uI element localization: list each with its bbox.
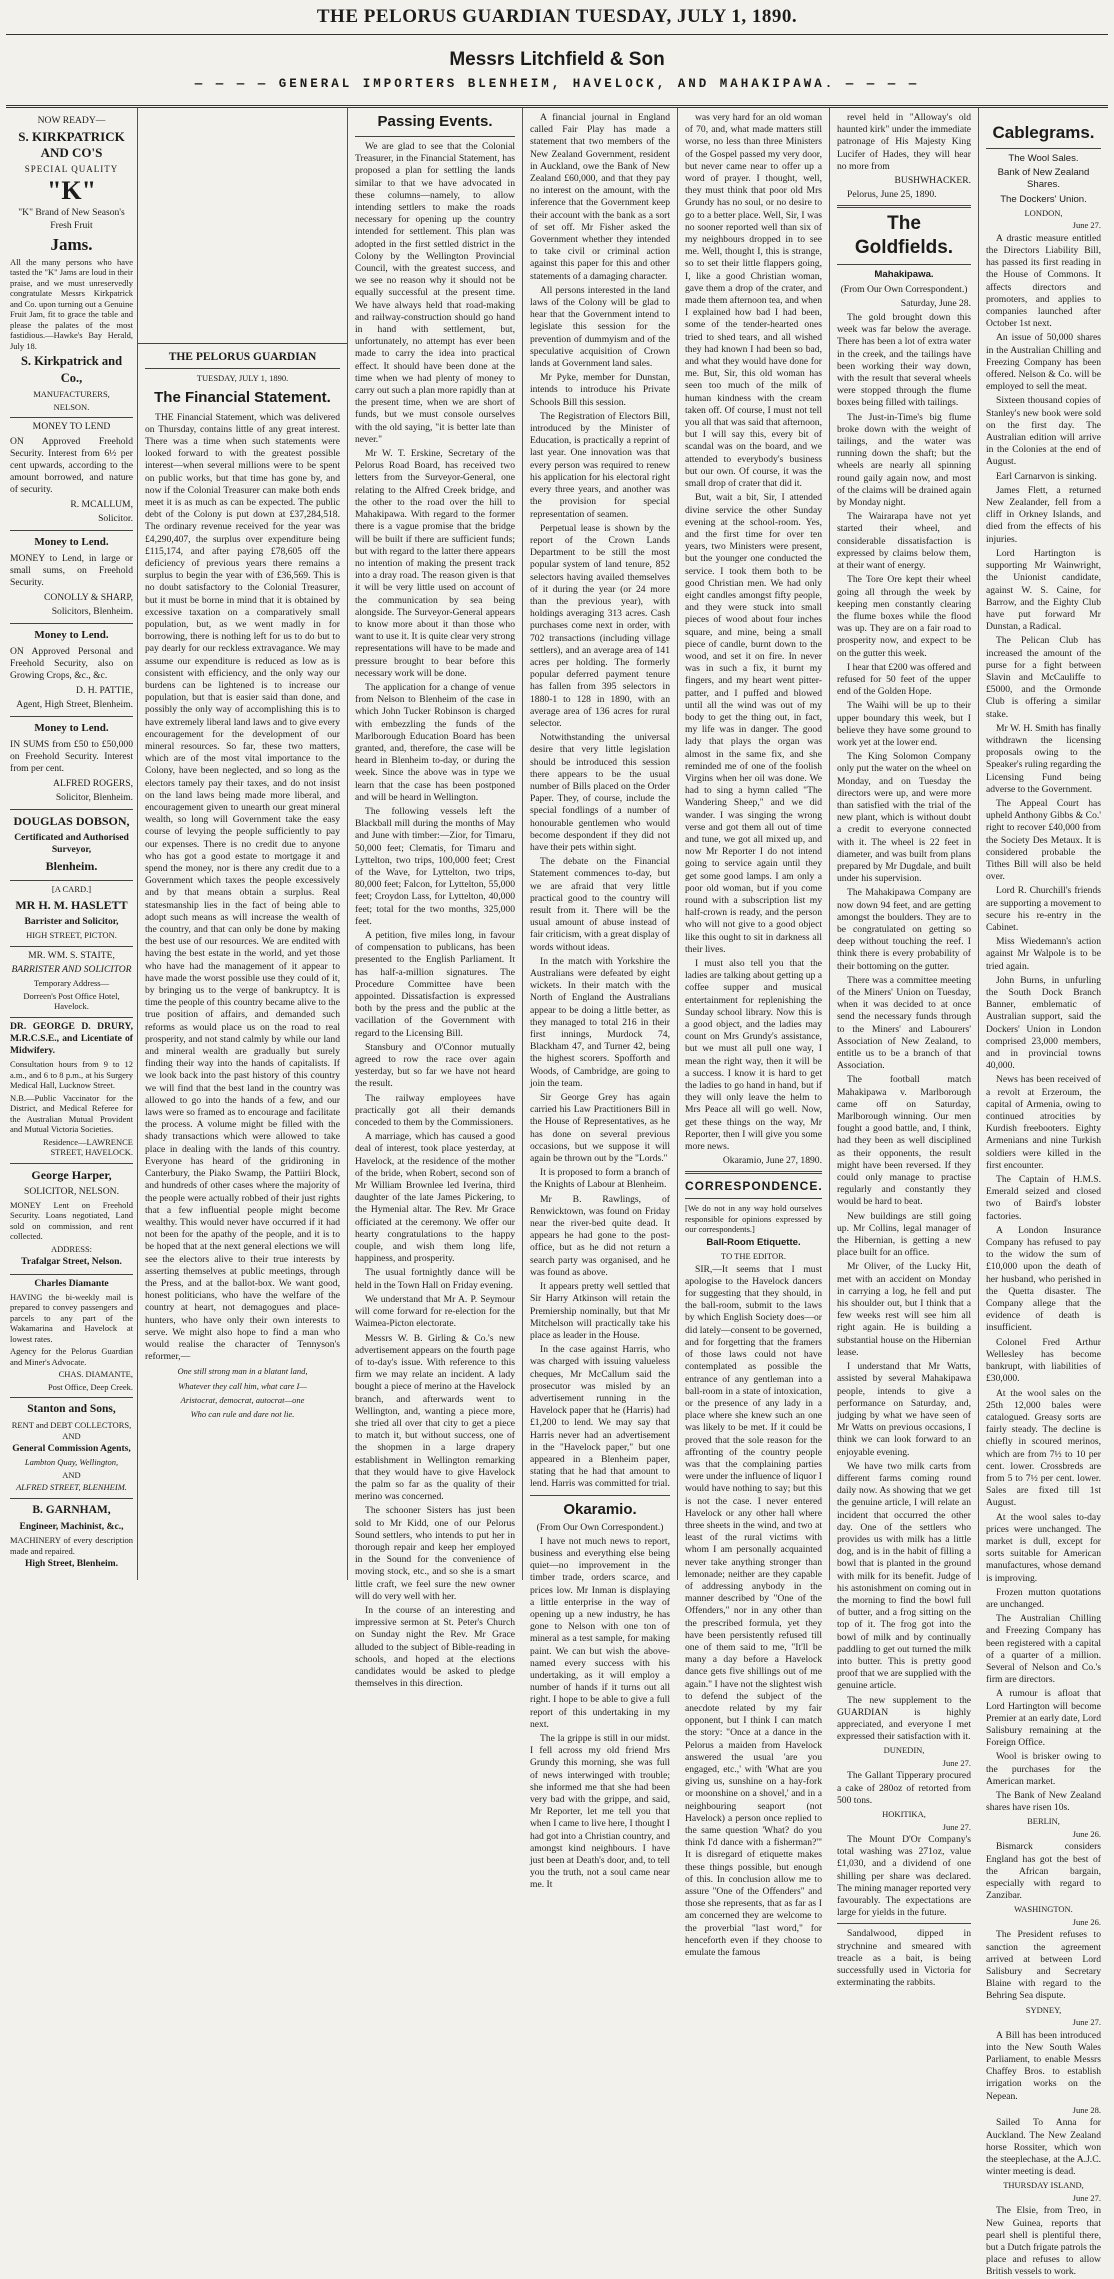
disclaimer: [We do not in any way hold ourselves responsible for opinions expressed by our correspondents.] <box>685 1203 822 1235</box>
news-p11: Mr B. Rawlings, of Renwicktown, was found on Friday near the river-bed quite dead. It appears he had gone to the post-office, but as he did not return a search party was organised, and he was found as above. <box>530 1193 670 1278</box>
gf-p4: The Wairarapa have not yet started their wheel, and considerable dissatisfaction is expressed by claims below them, at their want of energy. <box>837 511 971 572</box>
washington-dateline: WASHINGTON. <box>1014 1904 1073 1915</box>
column-editorial <box>138 108 348 1580</box>
mtl2-sig2: Solicitors, Blenheim. <box>51 605 133 617</box>
cab-p15: A London Insurance Company has refused to pay to the widow the sum of £10,000 upon the death of her husband, who perished in the Quetta disaster. The Company allege that the evidence of death is insufficient. <box>986 1224 1101 1334</box>
mtl1-sig: R. MCALLUM, <box>70 498 133 510</box>
harper-text: MONEY Lent on Freehold Security. Loans negotiated, Land sold on commission, and rent collected. <box>10 1199 133 1242</box>
goldfields-heading: The Goldfields. <box>854 213 954 259</box>
mtl3-text: ON Approved Personal and Freehold Security, also on Growing Crops, &c., &c. <box>10 645 133 682</box>
mtl1-text: ON Approved Freehold Security. Interest from 6½ per cent upwards, according to the amount borrowed, and nature of security. <box>10 435 133 496</box>
cab-p10: Lord R. Churchill's friends are supporting a movement to secure his re-entry in the Cabinet. <box>986 885 1101 933</box>
drury-name: DR. GEORGE D. DRURY, M.R.C.S.E., and Licentiate of Midwifery. <box>10 1020 133 1056</box>
sydney-date-2: June 28. <box>1072 2104 1101 2115</box>
cab-p11: Miss Wiedemann's action against Mr Walpole is to be tried again. <box>986 936 1101 972</box>
mtl3-ad <box>10 624 133 717</box>
cab-p1: A drastic measure entitled the Directors Liability Bill, has passed its first reading in the House of Commons. It affects directors and promoters, and applies to companies launched after October 1st next. <box>986 232 1101 330</box>
grundy-p3: I must also tell you that the ladies are talking about getting up a coffee supper and musical entertainment for replenishing the Sunday school library. Now this is a good object, and the ladies may count on Mrs Grundy's assistance, but we must all pull one way, I mean the right way, then it will be a success. I know it is hard to get the ladies to go hand in hand, but if they will only leave the helm to Mrs Peace all will go well. Now, get these things on the way, Mr Reporter, then I will give you some more news. <box>685 958 822 1153</box>
pe-p12: The schooner Sisters has just been sold to Mr Kidd, one of our Pelorus Sound settlers, who intends to put her in thorough repair and keep her employed in the Sound for the convenience of moving stock, etc., and so she is a smart little craft, we feel sure the new owner will do very well with her. <box>355 1505 515 1602</box>
gf-p18: The Mount D'Or Company's total washing was 271oz, value £1,030, and a dividend of one shilling per share was declared. The mining manager reported very favourably. The expectations are large for yields in the future. <box>837 1834 971 1919</box>
pe-p8: A marriage, which has caused a good deal of interest, took place yesterday, at Havelock, at the residence of the mother of the bride, when Robert, second son of Mr William Brownlee led Iverina, third daughter of the late James Pickering, to the Hymenial altar. The Rev. Mr Grace officiated at the ceremony. We offer our hearty congratulations to the happy couple, and wish them long life, happiness, and prosperity. <box>355 1131 515 1265</box>
haslett-name: MR H. M. HASLETT <box>15 897 128 912</box>
mtl4-sig: ALFRED ROGERS, <box>53 777 133 789</box>
garnham-name: B. GARNHAM, <box>32 1503 111 1516</box>
cab-p5: James Flett, a returned New Zealander, fell from a cliff in Orkney Islands, and died from the effects of his injuries. <box>986 484 1101 545</box>
goldfields-date: Saturday, June 28. <box>900 297 971 309</box>
mtl2-ad <box>10 531 133 624</box>
masthead: THE PELORUS GUARDIAN TUESDAY, JULY 1, 1890. <box>316 6 798 27</box>
haslett-title: Barrister and Solicitor, <box>24 915 119 927</box>
mtl3-sig: D. H. PATTIE, <box>76 684 133 696</box>
now-ready: NOW READY— <box>37 115 106 126</box>
poem-line-2: Whatever they call him, what care I— <box>178 1380 307 1391</box>
passing-events-heading: Passing Events. <box>377 113 493 130</box>
mtl4-sig2: Solicitor, Blenheim. <box>55 791 133 803</box>
grundy-p2: But, wait a bit, Sir, I attended divine service the other Sunday evening at the school-room. Yes, and the first time for over ten years, two Ministers were present, but the younger one conducted the service. I took them both to be good Christian men. We had only eight candles amongst fifty people, and they were stuck into small pieces of wood about four inches square, and mine, being a small piece of candle, burnt down to the wood, and set it on fire. In never was in such a fix, it burnt my fingers, and my heart went pitter-patter, and I puffed and blowed until all the wind was out of my body to get the thing out, in fact, my life was in danger. The good lady that plays the organ was almost in the same fix, and she reminded me of one of the foolish Virgins when her oil was done. We had to sing a hymn called "The Wandering Sheep," and we did wander. I was singing the wrong verse and got them all out of time and tune, we got all mixed up, and now Mr Reporter I do not intend going to service again until they get some good lamps. I am only a poor old woman, but if you come round with a subscription list my half-crown is ready, and the person who will not give to a good object like this ought to sit in darkness all their lives. <box>685 492 822 955</box>
staite-name: MR. WM. S. STAITE, <box>28 949 115 961</box>
kirk-nelson: NELSON. <box>53 401 90 412</box>
mahakipawa-heading: Mahakipawa. <box>874 269 934 281</box>
paper-name: THE PELORUS GUARDIAN <box>168 351 317 363</box>
news-p8: In the match with Yorkshire the Australians were defeated by eight wickets. In their match with the North of England the Australians appear to be doing a little better, as they managed to total 216 in their first innings, Murdock 74, Blackham 47, and Turner 42, being the highest scorers. Spofforth and Woods, of Cambridge, are going to join the team. <box>530 955 670 1089</box>
cab-p2: An issue of 50,000 shares in the Australian Chilling and Freezing Company has been offered. Nelson & Co. will be employed to sell the meat. <box>986 332 1101 393</box>
news-p2: All persons interested in the land laws of the Colony will be glad to hear that the Government intend to legislate this session for the prevention of dummyism and of the speculative acquisition of Crown lands at Government land sales. <box>530 284 670 370</box>
harper-address-label: ADDRESS: <box>50 1243 93 1254</box>
mtl4-text: IN SUMS from £50 to £50,000 on Freehold Security. Interest from per cent. <box>10 738 133 775</box>
pe-p3: The application for a change of venue from Nelson to Blenheim of the case in which John Tucker Robinson is charged with embezzling the funds of the Marlborough Education Board has been granted, and, therefore, the case will be heard in Blenheim to-day, or during the week. Since the above was in type we learn that the case has been postponed and will be heard in Wellington. <box>355 681 515 803</box>
column-advertisements <box>6 108 138 1580</box>
gf-p16: The new supplement to the GUARDIAN is highly appreciated, and everyone I met expressed their satisfaction with it. <box>837 1694 971 1743</box>
harper-ad <box>10 1164 133 1275</box>
gf-p19: Sandalwood, dipped in strychnine and smeared with treacle as a bait, is being successfully used in Victoria for exterminating the rabbits. <box>837 1928 971 1989</box>
staite-temp: Temporary Address— <box>33 978 110 988</box>
dobson-title: Certificated and Authorised Surveyor, <box>14 831 129 856</box>
stanton-ad <box>10 1398 133 1499</box>
grundy-p1: was very hard for an old woman of 70, and, what made matters still worse, no less than three Ministers of the Gospel passed my very door, but never came near to offer up a word of prayer. I thought, well, they must think that poor old Mrs Grundy has no soul, or no desire to go to a better place. Well, Sir, I was no sooner reported well than six of my neighbours dropped in to see me. Well, thought I, this is strange, so to set their little flappers going, I, like a good Christian woman, gave them a drop of the crater, and made them afternoon tea, and when I explained how bad I had been, some of the tender-hearted ones tried to shed tears, and all wished they had known I had been so bad, and what they would have done for me. But, Sir, this old woman has seen too much of the milk of human kindness with the cream taken off. Of course, I must not tell you all that was said that afternoon, but I will say this, every bit of scandal was on the board, and we attended to everybody's business but our own. Of course, it was the small drop of crater that did it. <box>685 112 822 490</box>
cab-p13: News has been received of a revolt at Erzeroum, the capital of Armenia, owing to continued atrocities by Kurdish freebooters. Eighty Armenians and nine Turkish soldiers were killed in the first encounter. <box>986 1074 1101 1171</box>
news-p5: Perpetual lease is shown by the report of the Crown Lands Department to be still the most popular system of land tenure, 852 selectors having availed themselves of it during the year (or 24 more than the previous year), with holdings averaging 313 acres. Cash purchases come next in order, with 702 transactions (including village settlers), and an average area of 141 acres per holding. The formerly popular deferred payment tenure has fallen from 395 selectors in 1880-1 to 128 in 1890, with an average area of 136 acres for rural selector. <box>530 522 670 729</box>
letter-end: revel held in "Alloway's old haunted kirk" under the immediate patronage of His Majesty King Lucifer of Hades, they will hear no more from <box>837 112 971 172</box>
diamante-sig: CHAS. DIAMANTE, <box>58 1369 133 1380</box>
diamante-sig2: Post Office, Deep Creek. <box>47 1381 133 1392</box>
pe-p10: We understand that Mr A. P. Seymour will come forward for re-election for the Waimea-Picton electorate. <box>355 1293 515 1330</box>
pe-p5: A petition, five miles long, in favour of compensation to publicans, has been presented to the English Parliament. It has half-a-million signatures. The Procedure Committee have been appointed. Dissatisfaction is expressed both by the press and the public at the vacillation of the Government with regard to the Licensing Bill. <box>355 930 515 1039</box>
cab-p20: The Australian Chilling and Freezing Company has been registered with a capital of a quarter of a million. Several of Nelson and Co.'s firm are directors. <box>986 1613 1101 1686</box>
pe-p6: Stansbury and O'Connor mutually agreed to row the race over again yesterday, but so far we have not heard the result. <box>355 1041 515 1090</box>
harper-street: Trafalgar Street, Nelson. <box>21 1256 122 1268</box>
jams-heading: Jams. <box>50 234 93 254</box>
pe-p9: The usual fortnightly dance will be held in the Town Hall on Friday evening. <box>355 1267 515 1291</box>
editorial-top-space <box>138 112 347 344</box>
gf-p14: I understand that Mr Watts, assisted by several Mahakipawa people, intends to give a performance on Saturday, and, judging by what we have seen of Mr Watts on previous occasions, I think we can look forward to an enjoyable evening. <box>837 1361 971 1458</box>
garnham-title: Engineer, Machinist, &c., <box>19 1520 124 1532</box>
harper-title: SOLICITOR, NELSON. <box>24 1185 119 1197</box>
gf-p3: The Just-in-Time's big flume broke down with the weight of tailings, and the water was running down the shaft; but the wheels are nearly all spinning round gaily again now, and most of the claims will be drained again by Monday night. <box>837 411 971 509</box>
news-p10: It is proposed to form a branch of the Knights of Labour at Blenheim. <box>530 1167 670 1191</box>
cab-p6: Lord Hartington is supporting Mr Wainwright, the Unionist candidate, against W. S. Caine, for Barrow, and the Eighty Club have put forward Mr Dunstan, a Radical. <box>986 547 1101 633</box>
jams-text: All the many persons who have tasted the "K" Jams are loud in their praise, and we must unreservedly congratulate Messrs Kirkpatrick and Co. upon turning out a Genuine Fruit Jam, fit to grace the table and please the palates of the most fastidious.—Hawke's Bay Herald, July 18. <box>10 256 133 351</box>
cab-p26: A Bill has been introduced into the New South Wales Parliament, to enable Messrs Chaffey Bros. to establish irrigation works on the Nepean. <box>986 2029 1101 2102</box>
to-the-editor: TO THE EDITOR. <box>721 1251 786 1262</box>
sub-dockers: The Dockers' Union. <box>1000 193 1087 205</box>
mtl2-sig: CONOLLY & SHARP, <box>43 591 133 603</box>
sydney-date: June 27. <box>1072 2017 1101 2028</box>
drury-hours: Consultation hours from 9 to 12 a.m., and 6 to 8 p.m., at his Surgery Medical Hall, Lucknow Street. <box>10 1059 133 1091</box>
okaramio-p1: I have not much news to report, business and everything else being quiet—no improvement in the timber trade, orders scarce, and prices low. Mr Inman is displaying a little enterprise in the way of opening up a new industry, he has gone to Nelson with one ton of mineral as a test sample, for making paint. We can but wish the above-named every success with his undertaking, as it will employ a number of hands if it turns out all right. I hope to be able to give a full report of this undertaking in my next. <box>530 1535 670 1730</box>
haslett-address: HIGH STREET, PICTON. <box>26 930 117 941</box>
cab-p14: The Captain of H.M.S. Emerald seized and closed two of Baird's lobster factories. <box>986 1174 1101 1222</box>
mtl3-sig2: Agent, High Street, Blenheim. <box>16 698 133 710</box>
sub-wool-sales: The Wool Sales. <box>1008 153 1079 164</box>
brand-line: "K" Brand of New Season's Fresh Fruit <box>18 207 125 231</box>
cab-p17: At the wool sales on the 25th 12,000 bales were catalogued. Greasy sorts are fairly steady. The decline is chiefly in scoured merinos, which are from 7½ to 10 per cent. lower. Crossbreds are from 5 to 7½ per cent. lower. Sales are fixed till 1st August. <box>986 1387 1101 1509</box>
gf-p2: The gold brought down this week was far below the average. There has been a lot of extra water in the creek, and the tailings have been working their way down, with the result that several wheels were stopped through the flume boxes being filled with tailings. <box>837 312 971 409</box>
cab-p16: Colonel Fred Arthur Wellesley has become bankrupt, with liabilities of £30,000. <box>986 1336 1101 1385</box>
banner-sub: — — — — GENERAL IMPORTERS BLENHEIM, HAVELOCK, AND MAHAKIPAWA. — — — — <box>194 77 920 91</box>
gf-p6: I hear that £200 was offered and refused for 50 feet of the upper end of the Golden Hope. <box>837 661 971 698</box>
staite-ad <box>10 947 133 1018</box>
gf-p12: New buildings are still going up. Mr Collins, legal manager of the Hibernian, is getting a new place built for an office. <box>837 1210 971 1259</box>
gf-p13: Mr Oliver, of the Lucky Hit, met with an accident on Monday in carrying a log, he fell and put his shoulder out, but I think that a few weeks rest will see him all right again. He is building a substantial house on the Hibernian lease. <box>837 1261 971 1358</box>
drury-nb: N.B.—Public Vaccinator for the District, and Medical Referee for the Australian Mutual Provident and Mutual Victoria Societies. <box>10 1092 133 1135</box>
column-passing-events <box>348 108 523 1690</box>
cab-p7: The Pelican Club has increased the amount of the purse for a fight between Slavin and McCauliffe to £5000, and the Ormonde Club is offering a similar stake. <box>986 635 1101 720</box>
mtl1-sig2: Solicitor. <box>98 512 133 524</box>
financial-heading: The Financial Statement. <box>154 388 331 406</box>
news-p7: The debate on the Financial Statement commences to-day, but we are afraid that very little practical good to the country will result from it. There will be the usual amount of abuse instead of fair criticism, with a great display of words without ideas. <box>530 856 670 953</box>
gf-p10: There was a committee meeting of the Miners' Union on Tuesday, when it was decided to at once send the necessary funds through to the Miners' and Labourers' Association of New Zealand, to entitle us to be a branch of that Association. <box>837 974 971 1072</box>
thursday-date: June 27. <box>1072 2192 1101 2203</box>
mtl1-head: MONEY TO LEND <box>32 421 111 433</box>
poem-line-1: One still strong man in a blatant land, <box>177 1366 308 1377</box>
cab-p22: Wool is brisker owing to the purchases for the American market. <box>986 1751 1101 1787</box>
card-label: [A CARD.] <box>51 884 92 895</box>
mtl1-ad <box>10 418 133 531</box>
london-dateline: LONDON, <box>1024 207 1063 218</box>
cab-p3: Sixteen thousand copies of Stanley's new book were sold on the first day. The Australian edition will arrive in the Colonies at the end of August. <box>986 395 1101 468</box>
k-brand-mark: "K" <box>46 176 97 206</box>
cab-p27: Sailed To Anna for Auckland. The New Zealand horse Rossiter, which won the steeplechase, at the A.J.C. winter meeting is dead. <box>986 2117 1101 2178</box>
hokitika-dateline: HOKITIKA, <box>882 1809 926 1819</box>
manufacturers: MANUFACTURERS, <box>33 389 110 400</box>
diamante-text: HAVING the bi-weekly mail is prepared to convey passengers and parcels to any part of the Wakamarina and Havelock at lowest rates. <box>10 1291 133 1344</box>
okaramio-dateline: Okaramio, June 27, 1890. <box>722 1155 822 1167</box>
diamante-name: Charles Diamante <box>34 1277 109 1289</box>
letter-signature: BUSHWHACKER. <box>894 175 971 187</box>
stanton-collectors: RENT and DEBT COLLECTORS, AND <box>11 1420 132 1441</box>
column-cablegrams <box>979 108 1108 2278</box>
stanton-and: AND <box>62 1469 81 1480</box>
poem-line-3: Aristocrat, democrat, autocrat—one <box>180 1394 305 1405</box>
pe-p4: The following vessels left the Blackball mill during the months of May and June with timber:—Zior, for Timaru, 50,000 feet; Clematis, for Timaru and Lyttelton, two trips, 100,000 feet; Crest of the Wave, for Lyttelton, two trips, 80,000 feet; Falcon, for Lyttelton, 55,000 feet; Croydon Lass, for Lyttelton, 40,000 feet; total for the two months, 325,000 feet. <box>355 805 515 927</box>
mtl4-head: Money to Lend. <box>34 721 109 734</box>
mtl3-head: Money to Lend. <box>34 628 109 641</box>
news-p13: In the case against Harris, who was charged with issuing valueless cheques, Mr McCallum said the prosecutor was misled by an advertisement running in the Havelock paper that he (Harris) had £1,200 to lend. We may say that Harris never had an advertisement in the "Havelock paper," but one appeared in a Blenheim paper, stating that he had that amount to lend. Harris was committed for trial. <box>530 1344 670 1490</box>
litchfield-banner <box>6 35 1108 105</box>
garnham-text: MACHINERY of every description made and repaired. <box>10 1535 133 1556</box>
pe-p11: Messrs W. B. Girling & Co.'s new advertisement appears on the fourth page of to-day's issue. With reference to this firm we may relate an incident. A lady bought a piece of merino at the Havelock branch, and afterwards went to Wellington, and, wanting a piece more, she tried all over that city to get a piece to match it, but without success, one of the shopmen in a large drapery establishment in Wellington remarking that they would have to give Havelock the palm so far as the quality of their merino was concerned. <box>355 1332 515 1503</box>
dobson-town: Blenheim. <box>45 859 98 874</box>
financial-body: THE Financial Statement, which was delivered on Thursday, contains little of any great interest. There was a time when such statements were looked forward to with the greatest possible interest—when several millions were to be spent on public works, but that time has gone by, and now if the Colonial Treasurer can make both ends meet it is as much as can be expected. The public debt of the Colony is put down at £37,284,518. The ordinary revenue received for the year was £4,290,407, the surplus over expenditure being £115,174, and after paying £78,605 off the deficiency of previous years there remains a surplus to begin the year with of £36,569. This is no doubt satisfactory to the Colonial Treasurer, but it must be borne in mind that it is obtained by excessive taxation on a comparatively small population, but, as we went madly in for borrowing, there is nothing left for us to do but to pay dearly for our reckless extravagance. We may assume our expenditure is reduced as low as is consistent with efficiency, and the only way our burdens can be lightened is to increase our population, but that is easier said than done, and possibly the only way of accomplishing this is to have extremely liberal land laws and to give every encouragement for the development of our mineral resources. So far, these two matters, which are of the most vital importance to the Colony, have been neglected, and so long as the electors tamely pay their taxes, and do not insist on the land laws being made more liberal, and encouragement given to unearth our great mineral wealth, so long will Government take the easy course of levying the people sufficiently to pay our expenses. There is no credit due to anyone who has got a good estate to mortgage it and spend the money, nor is there any credit due to a Government which taxes the people excessively and by that means obtain a surplus. Real statesmanship lies in the fact of being able to adopt such means as will increase the wealth of the country, and that can only be done by making the best use of our resources. We are endited with having the best estate in the world, and yet those who have had the management of it appear to have made the worst possible use they could of it, by bringing us to the verge of bankruptcy. It is time the people of this country became alive to the true position of affairs, and demanded such reforms as would place us on the road to real prosperity, and not stand calmly by while our land and mineral wealth are gradually but surely finding their way into the hands of capitalists. If we look back into the past history of this country we will find that the best land in the country was allowed to go into the hands of a few, and our laws were so framed as to encourage and facilitate the process. A volume might be filled with the shady transactions which were allowed to take place in dealing with the lands of this country. Everyone has heard of the gridironing in Canterbury, the Piako Swamp, the Pattiiri Block, and hundreds of other cases where the majority of the people were actually robbed of their just rights that a few influential people might become wealthy. This would never have occurred if it had not been for the apathy of the people, and it is to be hoped that at the next general elections we will see the electors alive to their true interests by asserting themselves at public meetings, through the Press, and at the ballot-box. We want good, honest politicians, who have the welfare of the country at heart, not demagogues and place-hunters, who have only their own interests to serve. We might also hope to find a man who would realise the character of Tennyson's reformer,— <box>145 411 340 1363</box>
news-p9: Sir George Grey has again carried his Law Practitioners Bill in the House of Representatives, as he has done on several previous occasions, but we suppose it will again be thrown out by the "Lords." <box>530 1092 670 1165</box>
diamante-agency: Agency for the Pelorus Guardian and Miner's Advocate. <box>10 1346 133 1367</box>
cab-p24: Bismarck considers England has got the best of the African bargain, especially with regard to Zanzibar. <box>986 1841 1101 1902</box>
harper-name: George Harper, <box>31 1167 112 1182</box>
news-p3: Mr Pyke, member for Dunstan, intends to introduce his Private Schools Bill this session. <box>530 372 670 408</box>
washington-date: June 26. <box>1072 1916 1101 1927</box>
cab-p23: The Bank of New Zealand shares have risen 10s. <box>986 1790 1101 1814</box>
gf-p17: The Gallant Tipperary procured a cake of 280oz of retorted from 500 tons. <box>837 1770 971 1806</box>
drury-residence: Residence—LAWRENCE STREET, HAVELOCK. <box>43 1136 133 1158</box>
poem-line-4: Who can rule and dare not lie. <box>190 1408 295 1419</box>
cablegrams-heading: Cablegrams. <box>992 123 1095 142</box>
garnham-ad <box>10 1499 133 1575</box>
cab-p4: Earl Carnarvon is sinking. <box>996 470 1097 482</box>
thursday-dateline: THURSDAY ISLAND, <box>1003 2180 1084 2191</box>
news-p1: A financial journal in England called Fair Play has made a statement that two members of the New Zealand Government, resident in Auckland, owe the Bank of New Zealand £60,000, and that they pay no interest on the amount, with the inference that the Government keep their account with the bank as a sort of set off. Mr Fisher asked the Government whether they intended to take civil or criminal action against this paper for this and other statements of a damaging character. <box>530 112 670 282</box>
pe-p13: In the course of an interesting and impressive sermon at St. Peter's Church on Sunday night the Rev. Mr Grace alluded to the subject of Bible-reading in schools, and hoped at the elections candidates would be asked to pledge themselves in this direction. <box>355 1604 515 1690</box>
staite-title: BARRISTER AND SOLICITOR <box>11 963 132 975</box>
okaramio-heading: Okaramio. <box>563 1500 637 1518</box>
dobson-ad <box>10 810 133 881</box>
stanton-lambton: Lambton Quay, Wellington, <box>24 1457 119 1468</box>
cab-p19: Frozen mutton quotations are unchanged. <box>986 1586 1101 1610</box>
berlin-date: June 26. <box>1072 1828 1101 1839</box>
okaramio-p2: The la grippe is still in our midst. I fell across my old friend Mrs Grundy this morning, she was full of news interwinged with trouble; she informed me that she had been very bad with the grippe, and said, Mr Reporter, let me tell you that when I came to live here, I thought I had got into a Christian country, and amongst kind neighbours. I have just been at Death's door, and, to tell you the truth, not a soul came near me. It <box>530 1733 670 1891</box>
cab-p18: At the wool sales to-day prices were unchanged. The market is dull, except for sorts suitable for American manufactures, whose demand is improving. <box>986 1511 1101 1584</box>
dunedin-date: June 27. <box>942 1757 971 1768</box>
haslett-ad <box>10 881 133 946</box>
sub-bank-shares: Bank of New Zealand Shares. <box>997 167 1090 191</box>
stanton-agents: General Commission Agents, <box>12 1443 131 1455</box>
correspondence-heading: CORRESPONDENCE. <box>685 1179 823 1194</box>
column-news <box>523 108 678 1891</box>
pe-p1: We are glad to see that the Colonial Treasurer, in the Financial Statement, has proposed a plan for settling the lands similar to that we have advocated in these columns—namely, to allow intending settlers to make the roads necessary for opening up the country intended for settlement. This plan was adopted in the first settled district in the Colony by the Wellington Provincial Council, with the greatest success, and we see no reason why it should not be equally successful at the present time. We have always held that road-making and railway-construction should go hand in hand with settlement, but, unfortunately, no attempt has ever been made to carry the idea into practical effect. It should have been done at the time when we had plenty of money to carry out such a plan more rapidly than at the present time, when we are short of funds, but we must console ourselves with the old saying, "it is better late than never." <box>355 141 515 445</box>
kirkpatrick-ad <box>10 112 133 418</box>
gf-p9: The Mahakipawa Company are now down 94 feet, and are getting amongst the boulders. They are to be congratulated on getting so deep without touching the reef. I think there is every probability of their bottoming on the gutter. <box>837 887 971 972</box>
pe-p7: The railway employees have practically got all their demands conceded to them by the Commissioners. <box>355 1092 515 1129</box>
gf-p7: The Waihi will be up to their upper boundary this week, but I believe they have some ground to work yet at the lower end. <box>837 700 971 748</box>
stanton-alfred: ALFRED STREET, BLENHEIM. <box>16 1482 127 1493</box>
gf-p11: The football match Mahakipawa v. Marlborough came off on Saturday, Marlborough winning. Our men fought a good battle, and, I think, had they been as well disciplined as their opponents, the result might have been reversed. If they could only manage to practise regularly and constantly they would be hard to beat. <box>837 1074 971 1208</box>
cab-p9: The Appeal Court has upheld Anthony Gibbs & Co.' right to recover £40,000 from the Society Des Metaux. It is considered probable the Tithes Bill will also be held over. <box>986 797 1101 883</box>
london-date: June 27. <box>1072 220 1101 231</box>
mtl2-text: MONEY to Lend, in large or small sums, on Freehold Security. <box>10 552 133 589</box>
berlin-dateline: BERLIN, <box>1027 1816 1060 1827</box>
editorial-date: TUESDAY, JULY 1, 1890. <box>196 373 289 383</box>
dunedin-dateline: DUNEDIN, <box>883 1745 925 1756</box>
cab-p21: A rumour is afloat that Lord Hartington will become Premier at an early date, Lord Salisbury remaining at the Foreign Office. <box>986 1688 1101 1749</box>
cab-p28: The Elsie, from Treo, in New Guinea, reports that pearl shell is plentiful there, but a Dutch frigate patrols the place and refuses to allow British vessels to work. <box>986 2205 1101 2278</box>
gf-p15: We have two milk carts from different farms coming round daily now. As showing that we get the genuine article, I will relate an incident that occurred the other day. One of the settlers who provides us with milk has a little dog, and is in the habit of filling a bowl that is planted in the ground with milk for its benefit. Judge of his astonishment on coming out in the morning to find the bowl full of butter, and a frog sitting on the top of it. The frog got into the bowl of milk and by continually paddling to get out turned the milk into butter. This is pretty good proof that we are supplied with the genuine article. <box>837 1460 971 1692</box>
staite-address: Dorreen's Post Office Hotel, Havelock. <box>23 990 120 1011</box>
sydney-dateline: SYDNEY, <box>1025 2004 1062 2015</box>
letter-date: Pelorus, June 25, 1890. <box>847 189 937 201</box>
diamante-ad <box>10 1275 133 1399</box>
ballroom-letter: SIR,—It seems that I must apologise to the Havelock dancers for suggesting that they should, in the ball-room, submit to the laws by which English Society does—or did lately—consent to be governed, and for forgetting that the framers of those laws could not have contemplated as possible the entrance of any gentleman into a ball-room in a state of intoxication, or the presence of any lady in a place where she knew such an one was likely to be met. If it could be proved that the sole reason for the affronting of the country people was that the complaining parties were under the influence of liquor I would have nothing to say; but this is not the case. I never entered Havelock or any other hall where three sheets in the wind, and two at least of the rural victims with whom I am personally acquainted never take anything stronger than lemonade; neither are they capable of addressing anybody in the manner described by "One of the Offenders," nor in any other than the prescribed formula, yet they have been persistently refused till one of them said to me, "It'll be many a day before a Havelock dance gets five shillings out of me again." I have not the slightest wish to defend the subject of the anecdote related by my fair opponent, but I think I can match the story: "Once at a dance in the Pelorus a maiden from Havelock answered the usual 'are you engaged, etc.,' with 'What are you giving us, sunshine on a hay-fork or moonshine on a shovel,' and in a neighbouring seaport (not Havelock) a person once replied to the same question 'What? do you think I'd dance with a fisherman?'" It is disregard of etiquette makes these things possible, but enough of this. In conclusion allow me to assure "One of the Offenders" and those she represents, that as far as I am concerned they are welcome to the proverbial "last word," for henceforth even if they choose to emulate the famous <box>685 1263 822 1959</box>
gf-p8: The King Solomon Company only put the water on the wheel on Monday, and on Tuesday the directors were up, and were more than satisfied with the trial of the new plant, which is without doubt a credit to everyone connected with it. The wheel is 22 feet in diameter, and was built from plans prepared by Mr Dugdale, and built under his supervision. <box>837 751 971 885</box>
news-p6: Notwithstanding the universal desire that very little legislation should be introduced this session there appears to be the usual number of Bills placed on the Order Paper. They, of course, include the special fondlings of a number of honourable gentlemen who would become despondent if they did not have their pets within sight. <box>530 732 670 853</box>
cab-p12: John Burns, in unfurling the South Dock Branch Banner, emblematic of Australian support, said the Dockers' Union in London comprised 23,000 members, and in provincial towns 40,000. <box>986 974 1101 1072</box>
dobson-name: DOUGLAS DOBSON, <box>13 813 130 828</box>
kirk-title: S. KIRKPATRICK AND CO'S <box>18 129 125 161</box>
ballroom-heading: Ball-Room Etiquette. <box>706 1236 801 1248</box>
drury-ad <box>10 1018 133 1164</box>
cab-p25: The President refuses to sanction the agreement arrived at between Lord Salisbury and Secretary Blaine with regard to the Behring Sea dispute. <box>986 1929 1101 2002</box>
garnham-address: High Street, Blenheim. <box>24 1558 119 1570</box>
gf-p5: The Tore Ore kept their wheel going all through the week by keeping men constantly clearing the flume boxes while the flood was up. They are on a fair road to prosperity now, and expect to be on the gutter this week. <box>837 574 971 659</box>
mtl4-ad <box>10 717 133 810</box>
okaramio-byline: (From Our Own Correspondent.) <box>536 1521 664 1533</box>
column-goldfields <box>830 108 979 1989</box>
columns <box>6 108 1108 2278</box>
column-correspondence <box>678 108 830 1959</box>
pe-p2: Mr W. T. Erskine, Secretary of the Pelorus Road Board, has received two letters from the Surveyor-General, one relating to the Alfred Creek bridge, and the other to the road over the hill to Mahakipawa. With regard to the former there is a vague promise that the bridge will be built if there are sufficient funds; but with regard to the latter there appears no intention of making the present track into a dray road. The reason given is that it will be very little used on account of the communication by sea being alongside. The Surveyor-General appears to know more about it than those who want to use it. It is quite clear very strong representations will have to be made and pressure brought to bear before this necessary work will be done. <box>355 448 515 679</box>
stanton-name: Stanton and Sons, <box>27 1403 116 1416</box>
mtl2-head: Money to Lend. <box>34 535 109 548</box>
hokitika-date: June 27. <box>942 1821 971 1832</box>
kirk-company: S. Kirkpatrick and Co., <box>20 354 123 386</box>
special-quality: SPECIAL QUALITY <box>24 164 119 175</box>
news-p4: The Registration of Electors Bill, introduced by the Minister of Education, is practically a reprint of last year. One innovation was that every person was required to renew his application for his electoral right every three years, and another was the provision for special representation of seamen. <box>530 410 670 520</box>
cab-p8: Mr W. H. Smith has finally withdrawn the licensing proposals owing to the Speaker's ruling regarding the Licensing Fund being adverse to the Government. <box>986 722 1101 795</box>
news-p12: It appears pretty well settled that Sir Harry Atkinson will retain the Premiership nominally, but that Mr Mitchelson will practically take his place as leader in the House. <box>530 1281 670 1341</box>
goldfields-byline: (From Our Own Correspondent.) <box>840 283 968 295</box>
banner-firm: Messrs Litchfield & Son <box>449 49 665 70</box>
